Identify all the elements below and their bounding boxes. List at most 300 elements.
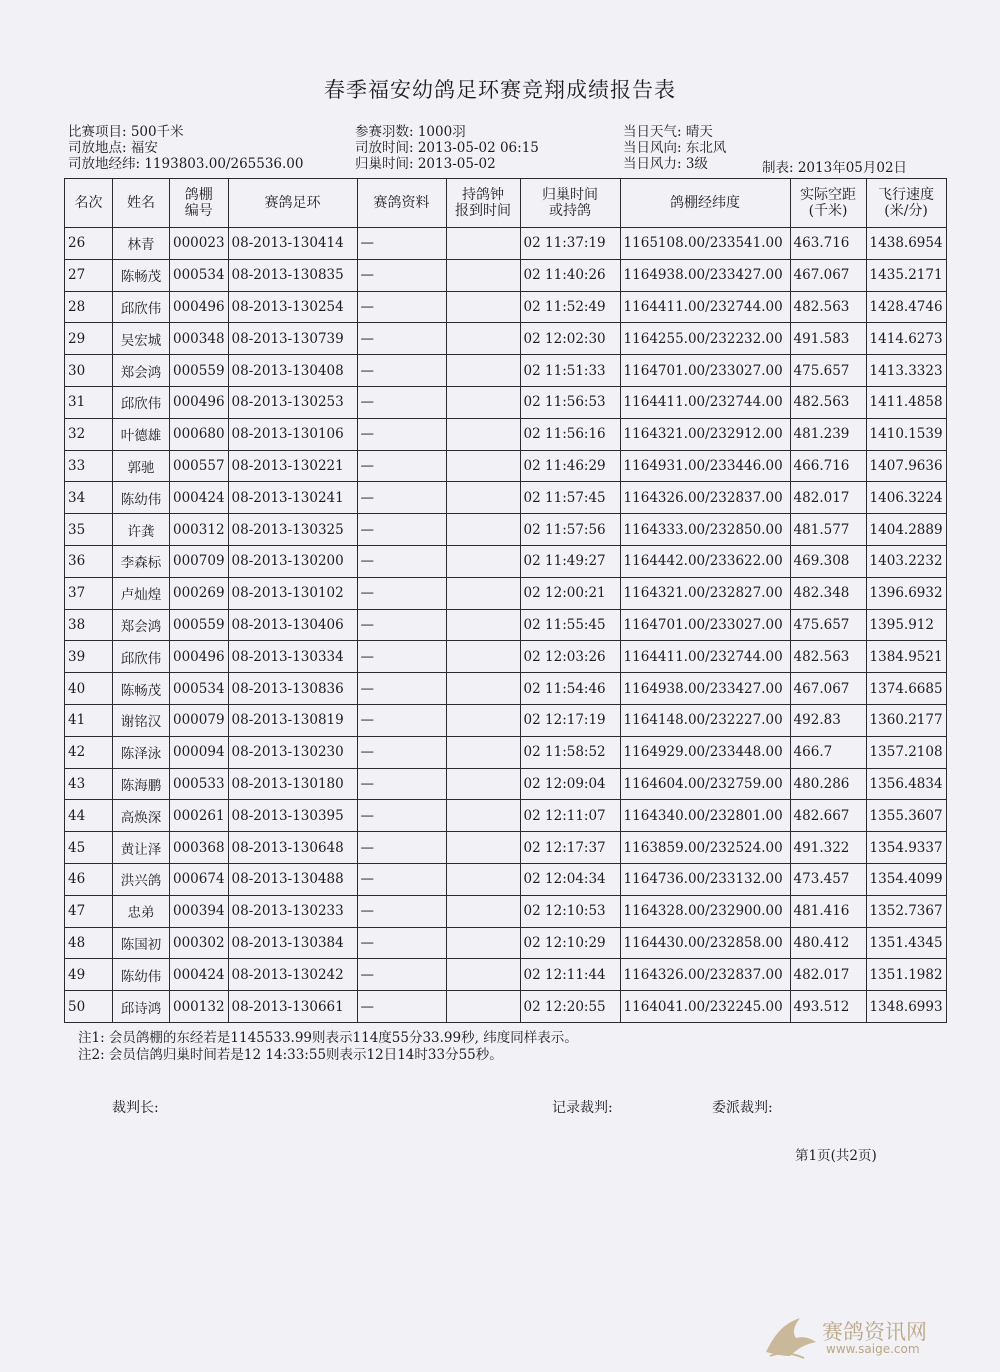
cell-name: 陈畅茂 [113, 259, 170, 291]
cell-coords: 1164328.00/232900.00 [620, 895, 790, 927]
meta-right [623, 124, 726, 172]
cell-speed: 1414.6273 [866, 323, 946, 355]
cell-speed: 1428.4746 [866, 291, 946, 323]
cell-clock: 02 11:58:52 [520, 736, 620, 768]
cell-clock: 02 12:17:37 [520, 832, 620, 864]
cell-info: — [357, 259, 446, 291]
cell-report [446, 450, 520, 482]
cell-ring: 08-2013-130233 [228, 895, 357, 927]
cell-rank: 29 [65, 323, 113, 355]
cell-dist: 482.667 [790, 800, 866, 832]
cell-report [446, 609, 520, 641]
cell-info: — [357, 768, 446, 800]
cell-dist: 469.308 [790, 545, 866, 577]
cell-report [446, 545, 520, 577]
cell-ring: 08-2013-130180 [228, 768, 357, 800]
cell-speed: 1395.912 [866, 609, 946, 641]
cell-info: — [357, 959, 446, 991]
cell-report [446, 959, 520, 991]
page-number: 第1页(共2页) [795, 1148, 877, 1164]
cell-ring: 08-2013-130414 [228, 228, 357, 260]
cell-report [446, 291, 520, 323]
cell-ring: 08-2013-130253 [228, 386, 357, 418]
cell-rank: 27 [65, 259, 113, 291]
cell-info: — [357, 482, 446, 514]
table-row [65, 895, 947, 927]
cell-rank: 42 [65, 736, 113, 768]
watermark-url: www.saige.com [826, 1342, 920, 1356]
cell-coords: 1164701.00/233027.00 [620, 355, 790, 387]
cell-info: — [357, 641, 446, 673]
column-header-line: 姓名 [127, 195, 155, 211]
cell-ring: 08-2013-130242 [228, 959, 357, 991]
cell-speed: 1396.6932 [866, 577, 946, 609]
cell-clock: 02 11:57:45 [520, 482, 620, 514]
cell-ring: 08-2013-130406 [228, 609, 357, 641]
cell-loft: 000269 [170, 577, 229, 609]
cell-name: 黄让泽 [113, 832, 170, 864]
cell-rank: 46 [65, 863, 113, 895]
cell-report [446, 673, 520, 705]
cell-clock: 02 12:10:29 [520, 927, 620, 959]
cell-rank: 36 [65, 545, 113, 577]
table-row [65, 832, 947, 864]
cell-speed: 1407.9636 [866, 450, 946, 482]
cell-coords: 1164938.00/233427.00 [620, 259, 790, 291]
column-header-line: (米/分) [884, 203, 928, 219]
cell-loft: 000094 [170, 736, 229, 768]
cell-name: 陈幼伟 [113, 482, 170, 514]
cell-report [446, 482, 520, 514]
cell-rank: 45 [65, 832, 113, 864]
cell-ring: 08-2013-130395 [228, 800, 357, 832]
cell-info: — [357, 895, 446, 927]
cell-loft: 000368 [170, 832, 229, 864]
cell-clock: 02 11:49:27 [520, 545, 620, 577]
cell-dist: 475.657 [790, 355, 866, 387]
cell-info: — [357, 673, 446, 705]
cell-name: 郭驰 [113, 450, 170, 482]
cell-rank: 41 [65, 704, 113, 736]
cell-name: 谢铭汉 [113, 704, 170, 736]
meta-wind-direction: 当日风向: 东北风 [623, 140, 727, 156]
cell-clock: 02 12:09:04 [520, 768, 620, 800]
column-header-line: 鸽棚经纬度 [670, 195, 741, 211]
cell-loft: 000302 [170, 927, 229, 959]
table-header-row [65, 179, 947, 228]
cell-ring: 08-2013-130325 [228, 514, 357, 546]
column-header-line: 鸽棚 [184, 187, 213, 203]
cell-loft: 000079 [170, 704, 229, 736]
cell-speed: 1403.2232 [866, 545, 946, 577]
cell-name: 郑会鸿 [113, 609, 170, 641]
cell-rank: 31 [65, 386, 113, 418]
column-header-info [357, 179, 446, 228]
cell-ring: 08-2013-130739 [228, 323, 357, 355]
cell-ring: 08-2013-130661 [228, 991, 357, 1023]
cell-loft: 000533 [170, 768, 229, 800]
cell-clock: 02 11:40:26 [520, 259, 620, 291]
cell-loft: 000680 [170, 418, 229, 450]
cell-coords: 1164411.00/232744.00 [620, 641, 790, 673]
cell-loft: 000496 [170, 291, 229, 323]
cell-speed: 1410.1539 [866, 418, 946, 450]
cell-speed: 1384.9521 [866, 641, 946, 673]
cell-speed: 1351.4345 [866, 927, 946, 959]
cell-speed: 1354.9337 [866, 832, 946, 864]
cell-report [446, 355, 520, 387]
cell-dist: 482.563 [790, 641, 866, 673]
column-header-clock [520, 179, 620, 228]
cell-info: — [357, 545, 446, 577]
table-row [65, 545, 947, 577]
cell-report [446, 259, 520, 291]
column-header-line: 飞行速度 [878, 187, 935, 203]
table-row [65, 927, 947, 959]
cell-clock: 02 12:11:44 [520, 959, 620, 991]
cell-rank: 37 [65, 577, 113, 609]
cell-rank: 34 [65, 482, 113, 514]
signature-assigned-judge: 委派裁判: [712, 1100, 773, 1116]
cell-dist: 481.239 [790, 418, 866, 450]
table-row [65, 991, 947, 1023]
cell-info: — [357, 228, 446, 260]
cell-rank: 39 [65, 641, 113, 673]
cell-name: 邱欣伟 [113, 291, 170, 323]
cell-report [446, 736, 520, 768]
cell-dist: 466.7 [790, 736, 866, 768]
cell-ring: 08-2013-130836 [228, 673, 357, 705]
column-header-name [113, 179, 170, 228]
cell-coords: 1164931.00/233446.00 [620, 450, 790, 482]
cell-coords: 1164321.00/232827.00 [620, 577, 790, 609]
cell-dist: 492.83 [790, 704, 866, 736]
cell-name: 陈泽泳 [113, 736, 170, 768]
cell-coords: 1164326.00/232837.00 [620, 482, 790, 514]
cell-ring: 08-2013-130488 [228, 863, 357, 895]
cell-report [446, 991, 520, 1023]
cell-name: 林青 [113, 228, 170, 260]
table-row [65, 641, 947, 673]
cell-speed: 1348.6993 [866, 991, 946, 1023]
meta-middle [355, 124, 539, 172]
table-row [65, 800, 947, 832]
cell-dist: 482.348 [790, 577, 866, 609]
cell-ring: 08-2013-130254 [228, 291, 357, 323]
table-row [65, 482, 947, 514]
cell-dist: 482.563 [790, 291, 866, 323]
cell-rank: 40 [65, 673, 113, 705]
cell-dist: 493.512 [790, 991, 866, 1023]
cell-rank: 30 [65, 355, 113, 387]
cell-info: — [357, 863, 446, 895]
table-row [65, 673, 947, 705]
table-row [65, 355, 947, 387]
cell-ring: 08-2013-130648 [228, 832, 357, 864]
notes [78, 1030, 578, 1064]
cell-clock: 02 12:02:30 [520, 323, 620, 355]
cell-info: — [357, 514, 446, 546]
cell-loft: 000674 [170, 863, 229, 895]
cell-dist: 475.657 [790, 609, 866, 641]
cell-info: — [357, 291, 446, 323]
watermark [760, 1312, 960, 1362]
cell-coords: 1164938.00/233427.00 [620, 673, 790, 705]
column-header-loft [170, 179, 229, 228]
column-header-line: 持鸽钟 [462, 187, 505, 203]
cell-loft: 000496 [170, 386, 229, 418]
cell-speed: 1413.3323 [866, 355, 946, 387]
meta-left [68, 124, 304, 172]
cell-dist: 473.457 [790, 863, 866, 895]
cell-coords: 1164701.00/233027.00 [620, 609, 790, 641]
column-header-line: 实际空距 [800, 187, 857, 203]
cell-speed: 1438.6954 [866, 228, 946, 260]
cell-dist: 466.716 [790, 450, 866, 482]
cell-clock: 02 11:46:29 [520, 450, 620, 482]
column-header-line: 赛鸽足环 [264, 195, 321, 211]
cell-coords: 1164411.00/232744.00 [620, 291, 790, 323]
cell-name: 郑会鸿 [113, 355, 170, 387]
cell-clock: 02 12:00:21 [520, 577, 620, 609]
cell-name: 洪兴鸽 [113, 863, 170, 895]
cell-name: 陈海鹏 [113, 768, 170, 800]
cell-coords: 1164340.00/232801.00 [620, 800, 790, 832]
table-row [65, 228, 947, 260]
cell-loft: 000261 [170, 800, 229, 832]
cell-rank: 32 [65, 418, 113, 450]
cell-name: 邱诗鸿 [113, 991, 170, 1023]
column-header-coords [620, 179, 790, 228]
cell-coords: 1164326.00/232837.00 [620, 959, 790, 991]
column-header-line: 归巢时间 [542, 187, 599, 203]
cell-loft: 000496 [170, 641, 229, 673]
cell-coords: 1163859.00/232524.00 [620, 832, 790, 864]
cell-coords: 1164411.00/232744.00 [620, 386, 790, 418]
table-row [65, 323, 947, 355]
cell-report [446, 895, 520, 927]
cell-ring: 08-2013-130230 [228, 736, 357, 768]
cell-speed: 1360.2177 [866, 704, 946, 736]
cell-name: 高焕深 [113, 800, 170, 832]
cell-speed: 1351.1982 [866, 959, 946, 991]
cell-coords: 1165108.00/233541.00 [620, 228, 790, 260]
table-row [65, 609, 947, 641]
table-row [65, 768, 947, 800]
cell-clock: 02 12:03:26 [520, 641, 620, 673]
results-table [64, 178, 947, 1023]
meta-weather: 当日天气: 晴天 [623, 124, 713, 140]
table-row [65, 863, 947, 895]
cell-report [446, 577, 520, 609]
cell-report [446, 386, 520, 418]
cell-clock: 02 11:51:33 [520, 355, 620, 387]
cell-ring: 08-2013-130221 [228, 450, 357, 482]
meta-compiled-date: 制表: 2013年05月02日 [762, 160, 908, 176]
column-header-line: 报到时间 [455, 203, 512, 219]
column-header-speed [866, 179, 946, 228]
cell-report [446, 832, 520, 864]
cell-loft: 000709 [170, 545, 229, 577]
watermark-text: 赛鸽资讯网 [822, 1320, 927, 1344]
column-header-line: (千米) [808, 203, 848, 219]
cell-name: 卢灿煌 [113, 577, 170, 609]
cell-name: 叶德雄 [113, 418, 170, 450]
cell-report [446, 514, 520, 546]
column-header-ring [228, 179, 357, 228]
cell-clock: 02 11:52:49 [520, 291, 620, 323]
cell-dist: 480.412 [790, 927, 866, 959]
cell-loft: 000424 [170, 482, 229, 514]
cell-coords: 1164255.00/232232.00 [620, 323, 790, 355]
cell-rank: 38 [65, 609, 113, 641]
column-header-line: 名次 [74, 195, 103, 211]
cell-ring: 08-2013-130241 [228, 482, 357, 514]
table-row [65, 291, 947, 323]
cell-rank: 35 [65, 514, 113, 546]
table-row [65, 959, 947, 991]
cell-coords: 1164041.00/232245.00 [620, 991, 790, 1023]
cell-coords: 1164430.00/232858.00 [620, 927, 790, 959]
table-row [65, 450, 947, 482]
note-2: 注2: 会员信鸽归巢时间若是12 14:33:55则表示12日14时33分55秒。 [78, 1047, 503, 1063]
column-header-line: 或持鸽 [549, 203, 592, 219]
cell-clock: 02 12:20:55 [520, 991, 620, 1023]
cell-dist: 480.286 [790, 768, 866, 800]
cell-dist: 481.577 [790, 514, 866, 546]
cell-name: 陈国初 [113, 927, 170, 959]
cell-loft: 000559 [170, 609, 229, 641]
cell-report [446, 768, 520, 800]
cell-ring: 08-2013-130200 [228, 545, 357, 577]
cell-name: 邱欣伟 [113, 386, 170, 418]
cell-speed: 1354.4099 [866, 863, 946, 895]
table-row [65, 259, 947, 291]
cell-name: 许龚 [113, 514, 170, 546]
cell-name: 陈幼伟 [113, 959, 170, 991]
table-row [65, 386, 947, 418]
cell-rank: 47 [65, 895, 113, 927]
cell-clock: 02 11:56:16 [520, 418, 620, 450]
cell-dist: 467.067 [790, 673, 866, 705]
cell-info: — [357, 355, 446, 387]
cell-info: — [357, 736, 446, 768]
cell-dist: 467.067 [790, 259, 866, 291]
cell-info: — [357, 609, 446, 641]
cell-speed: 1356.4834 [866, 768, 946, 800]
table-row [65, 514, 947, 546]
cell-report [446, 641, 520, 673]
cell-coords: 1164321.00/232912.00 [620, 418, 790, 450]
cell-info: — [357, 386, 446, 418]
cell-dist: 481.416 [790, 895, 866, 927]
cell-rank: 26 [65, 228, 113, 260]
cell-ring: 08-2013-130102 [228, 577, 357, 609]
cell-loft: 000132 [170, 991, 229, 1023]
meta-return-time: 归巢时间: 2013-05-02 [355, 156, 496, 172]
cell-report [446, 228, 520, 260]
cell-clock: 02 12:17:19 [520, 704, 620, 736]
cell-rank: 44 [65, 800, 113, 832]
cell-coords: 1164736.00/233132.00 [620, 863, 790, 895]
meta-wind-force: 当日风力: 3级 [623, 156, 708, 172]
cell-ring: 08-2013-130384 [228, 927, 357, 959]
cell-loft: 000559 [170, 355, 229, 387]
meta-release-place: 司放地点: 福安 [68, 140, 158, 156]
cell-loft: 000312 [170, 514, 229, 546]
cell-info: — [357, 927, 446, 959]
cell-loft: 000534 [170, 259, 229, 291]
cell-info: — [357, 832, 446, 864]
cell-clock: 02 12:10:53 [520, 895, 620, 927]
cell-loft: 000534 [170, 673, 229, 705]
cell-loft: 000023 [170, 228, 229, 260]
pigeon-logo-icon [760, 1312, 820, 1362]
cell-rank: 28 [65, 291, 113, 323]
meta-release-time: 司放时间: 2013-05-02 06:15 [355, 140, 539, 156]
cell-speed: 1355.3607 [866, 800, 946, 832]
cell-clock: 02 11:55:45 [520, 609, 620, 641]
signature-record-judge: 记录裁判: [552, 1100, 613, 1116]
cell-clock: 02 11:56:53 [520, 386, 620, 418]
cell-loft: 000394 [170, 895, 229, 927]
cell-dist: 482.017 [790, 959, 866, 991]
cell-rank: 43 [65, 768, 113, 800]
cell-dist: 463.716 [790, 228, 866, 260]
cell-coords: 1164604.00/232759.00 [620, 768, 790, 800]
column-header-dist [790, 179, 866, 228]
cell-ring: 08-2013-130835 [228, 259, 357, 291]
cell-loft: 000348 [170, 323, 229, 355]
cell-clock: 02 11:54:46 [520, 673, 620, 705]
cell-clock: 02 11:37:19 [520, 228, 620, 260]
cell-speed: 1406.3224 [866, 482, 946, 514]
column-header-line: 赛鸽资料 [373, 195, 430, 211]
cell-info: — [357, 991, 446, 1023]
cell-rank: 49 [65, 959, 113, 991]
cell-coords: 1164333.00/232850.00 [620, 514, 790, 546]
cell-speed: 1404.2889 [866, 514, 946, 546]
cell-loft: 000557 [170, 450, 229, 482]
cell-clock: 02 12:04:34 [520, 863, 620, 895]
table-row [65, 418, 947, 450]
signature-chief-judge: 裁判长: [112, 1100, 159, 1116]
cell-report [446, 418, 520, 450]
table-body [65, 228, 947, 1023]
cell-info: — [357, 418, 446, 450]
cell-report [446, 323, 520, 355]
table-row [65, 577, 947, 609]
report-title: 春季福安幼鸽足环赛竞翔成绩报告表 [324, 78, 676, 102]
cell-ring: 08-2013-130408 [228, 355, 357, 387]
cell-rank: 48 [65, 927, 113, 959]
cell-ring: 08-2013-130106 [228, 418, 357, 450]
cell-info: — [357, 577, 446, 609]
meta-event: 比赛项目: 500千米 [68, 124, 184, 140]
cell-info: — [357, 450, 446, 482]
column-header-report [446, 179, 520, 228]
note-1: 注1: 会员鸽棚的东经若是1145533.99则表示114度55分33.99秒, 纬度同样表示。 [78, 1030, 578, 1046]
cell-name: 吴宏城 [113, 323, 170, 355]
cell-name: 陈畅茂 [113, 673, 170, 705]
cell-dist: 482.017 [790, 482, 866, 514]
table-row [65, 704, 947, 736]
cell-dist: 482.563 [790, 386, 866, 418]
cell-speed: 1411.4858 [866, 386, 946, 418]
cell-rank: 33 [65, 450, 113, 482]
cell-report [446, 927, 520, 959]
cell-dist: 491.583 [790, 323, 866, 355]
